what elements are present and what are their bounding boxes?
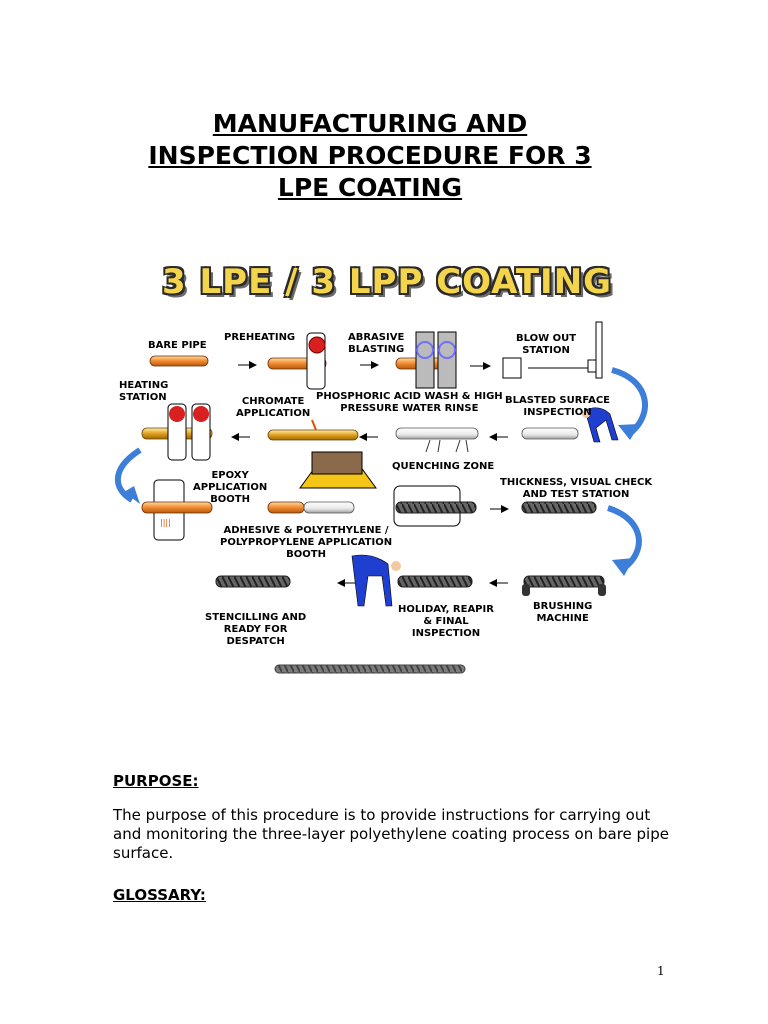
inspector-icon-2	[352, 555, 401, 606]
label-phosphoric: PHOSPHORIC ACID WASH & HIGH PRESSURE WATER RINSE	[316, 391, 503, 414]
heating-station-icon	[142, 404, 212, 460]
label-blasted-inspection: BLASTED SURFACE INSPECTION	[505, 395, 610, 418]
label-quenching: QUENCHING ZONE	[392, 461, 495, 472]
bare-pipe-icon	[150, 356, 208, 366]
abrasive-blasting-icon	[396, 332, 456, 388]
label-adhesive: ADHESIVE & POLYETHYLENE / POLYPROPYLENE APPLICATION BOOTH	[220, 525, 393, 560]
label-epoxy: EPOXY APPLICATION BOOTH	[193, 470, 268, 505]
label-heating-station: HEATING STATION	[119, 380, 169, 403]
purpose-text: The purpose of this procedure is to provide instructions for carrying out and monitoring the three-layer polyethylene coating process on bare pipe surface.	[113, 806, 669, 862]
label-bare-pipe: BARE PIPE	[148, 340, 207, 351]
chromate-icon	[268, 420, 358, 440]
title-line-3: LPE COATING	[277, 173, 463, 202]
holiday-pipe-icon	[398, 576, 472, 587]
quench-machine-icon	[300, 452, 376, 488]
glossary-heading: GLOSSARY:	[113, 886, 206, 904]
label-abrasive-blasting: ABRASIVE BLASTING	[348, 332, 405, 355]
page-number: 1	[657, 964, 665, 978]
svg-text:||||: ||||	[160, 518, 171, 527]
coating-banner: 3 LPE / 3 LPP COATING	[162, 262, 613, 302]
quenching-zone-icon	[394, 486, 476, 526]
label-stencilling: STENCILLING AND READY FOR DESPATCH	[205, 612, 307, 647]
title-line-2: INSPECTION PROCEDURE FOR 3	[148, 141, 592, 170]
title-line-1: MANUFACTURING AND	[212, 109, 528, 138]
adhesive-pipe-icon	[268, 502, 354, 513]
stencil-pipe-icon	[216, 576, 290, 587]
despatch-pipes-icon	[275, 665, 465, 673]
label-chromate: CHROMATE APPLICATION	[236, 396, 311, 419]
brushing-machine-icon	[522, 576, 606, 596]
phosphoric-wash-icon	[396, 428, 478, 452]
purpose-heading: PURPOSE:	[113, 772, 199, 790]
label-holiday: HOLIDAY, REAPIR & FINAL INSPECTION	[398, 604, 494, 639]
label-brushing: BRUSHING MACHINE	[533, 601, 593, 624]
inspection-surface-icon	[522, 428, 578, 439]
label-preheating: PREHEATING	[224, 332, 296, 343]
label-blow-out: BLOW OUT STATION	[516, 333, 577, 356]
test-station-pipe-icon	[522, 502, 596, 513]
label-thickness: THICKNESS, VISUAL CHECK AND TEST STATION	[500, 477, 653, 500]
